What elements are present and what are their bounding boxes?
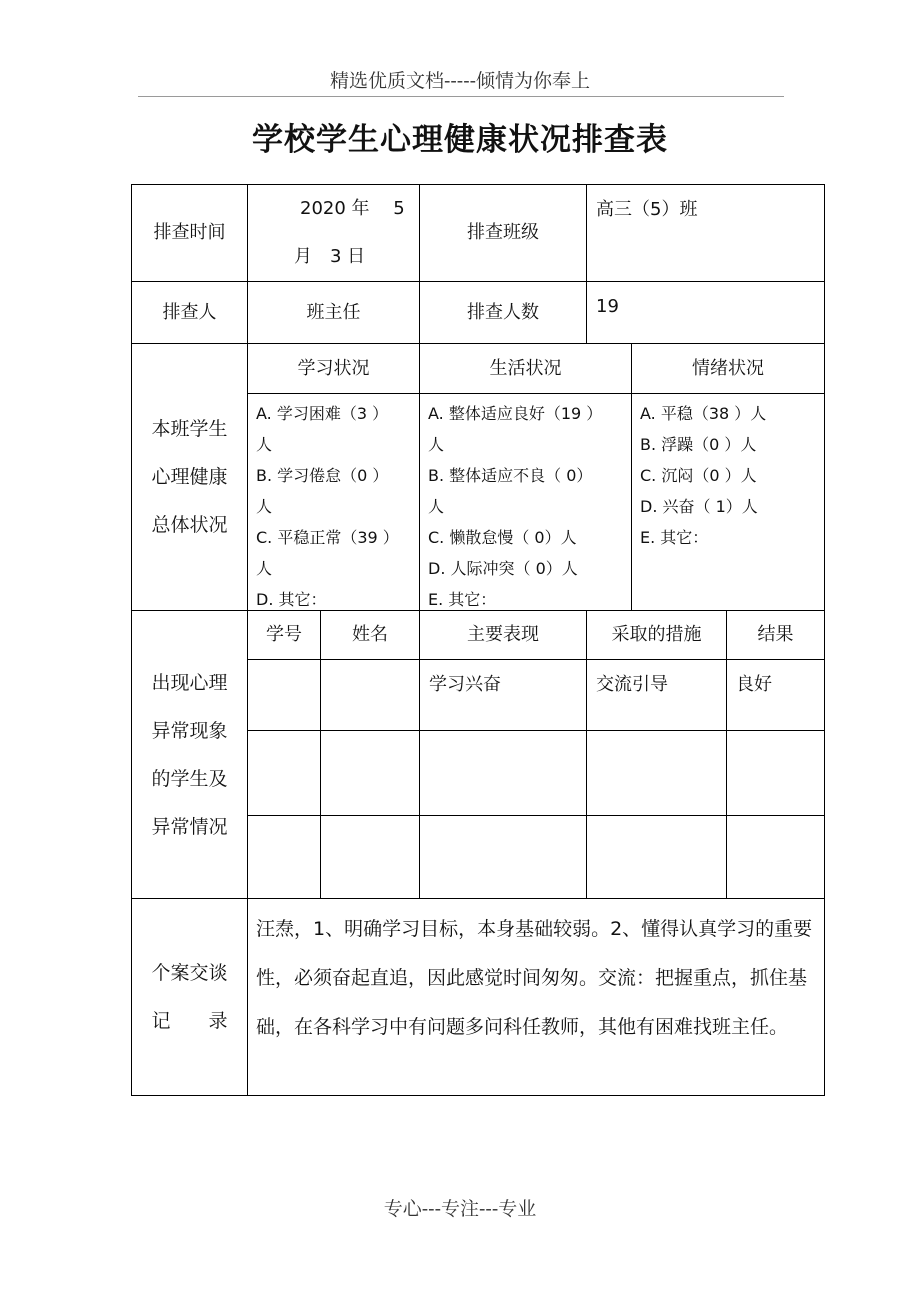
abnormal-row-3-id — [247, 815, 321, 899]
checker-value-cell — [247, 281, 420, 344]
abnormal-label-line-3: 的学生及 — [151, 767, 228, 790]
life-item-a: A. 整体适应良好（19 ） — [428, 404, 603, 423]
count-label-cell — [419, 281, 587, 344]
abnormal-label-line-1: 出现心理 — [151, 671, 228, 694]
abnormal-header-symptom: 主要表现 — [467, 624, 539, 645]
class-label: 排查班级 — [467, 222, 539, 243]
check-time-line2: 月 3 日 — [294, 246, 366, 267]
checker-value: 班主任 — [306, 301, 361, 323]
emotion-status-list — [632, 398, 824, 553]
emotion-status-items-cell — [631, 393, 825, 611]
study-item-c-unit: 人 — [256, 559, 273, 578]
life-item-c: C. 懒散怠慢（ 0）人 — [428, 528, 577, 547]
document-title: 学校学生心理健康状况排查表 — [252, 122, 668, 158]
case-label-line-1: 个案交谈 — [151, 962, 228, 984]
abnormal-header-result-cell — [726, 610, 825, 660]
abnormal-row-2-measure — [586, 730, 727, 816]
abnormal-row-3-result — [726, 815, 825, 899]
count-value-cell — [586, 281, 825, 344]
emotion-item-e: E. 其它： — [640, 528, 709, 547]
abnormal-row-2-name — [320, 730, 420, 816]
life-status-header: 生活状况 — [489, 357, 562, 379]
life-status-header-cell — [419, 343, 632, 394]
check-time-line1: 2020 年 5 — [300, 198, 405, 219]
abnormal-header-measure-cell — [586, 610, 727, 660]
case-label-cell — [131, 898, 248, 1096]
checker-label-cell — [131, 281, 248, 344]
header-rule — [138, 96, 784, 97]
page-footer: 专心---专注---专业 — [383, 1198, 537, 1220]
life-item-e: E. 其它： — [428, 590, 497, 609]
emotion-item-c: C. 沉闷（0 ）人 — [640, 466, 757, 485]
case-record-text: 汪焘，1、明确学习目标，本身基础较弱。2、懂得认真学习的重要性，必须奋起直追，因此感觉时间匆匆。交流：把握重点，抓住基础，在各科学习中有问题多问科任教师，其他有困难找班主任。 — [256, 918, 813, 1038]
abnormal-header-id-cell — [247, 610, 321, 660]
abnormal-label-line-4: 异常情况 — [151, 815, 228, 838]
abnormal-header-name-cell — [320, 610, 420, 660]
check-time-value-cell — [247, 184, 420, 282]
study-item-a: A. 学习困难（3 ） — [256, 404, 389, 423]
overall-label-cell — [131, 343, 248, 611]
life-status-list — [420, 398, 631, 615]
abnormal-row-3-measure — [586, 815, 727, 899]
class-label-cell — [419, 184, 587, 282]
overall-label-line-3: 总体状况 — [151, 514, 228, 536]
emotion-item-a: A. 平稳（38 ）人 — [640, 404, 767, 423]
abnormal-row-1-measure: 交流引导 — [586, 659, 727, 731]
emotion-item-b: B. 浮躁（0 ）人 — [640, 435, 757, 454]
abnormal-header-result: 结果 — [757, 624, 794, 645]
study-item-c: C. 平稳正常（39 ） — [256, 528, 399, 547]
abnormal-row-3-symptom — [419, 815, 587, 899]
study-item-b-unit: 人 — [256, 497, 273, 516]
abnormal-row-1-result: 良好 — [726, 659, 825, 731]
abnormal-row-3-name — [320, 815, 420, 899]
abnormal-row-2-id — [247, 730, 321, 816]
abnormal-label-cell — [131, 610, 248, 899]
class-value-cell — [586, 184, 825, 282]
abnormal-row-2-result — [726, 730, 825, 816]
abnormal-header-measure: 采取的措施 — [611, 624, 702, 645]
life-status-items-cell — [419, 393, 632, 611]
life-item-a-unit: 人 — [428, 435, 445, 454]
abnormal-row-1-name — [320, 659, 420, 731]
study-item-a-unit: 人 — [256, 435, 273, 454]
study-status-header-cell — [247, 343, 420, 394]
count-label: 排查人数 — [467, 301, 539, 323]
life-item-d: D. 人际冲突（ 0）人 — [428, 559, 578, 578]
class-value: 高三（5）班 — [596, 199, 698, 220]
abnormal-header-symptom-cell — [419, 610, 587, 660]
life-item-b: B. 整体适应不良（ 0） — [428, 466, 593, 485]
overall-label-line-1: 本班学生 — [151, 418, 228, 440]
study-status-list — [248, 398, 419, 615]
checker-label: 排查人 — [162, 301, 217, 323]
check-time-label-cell — [131, 184, 248, 282]
abnormal-row-2-symptom — [419, 730, 587, 816]
study-status-items-cell — [247, 393, 420, 611]
study-item-b: B. 学习倦怠（0 ） — [256, 466, 389, 485]
page-header: 精选优质文档-----倾情为你奉上 — [329, 70, 591, 92]
case-label-line-2: 记 录 — [151, 1010, 228, 1032]
study-item-d: D. 其它： — [256, 590, 327, 609]
life-item-b-unit: 人 — [428, 497, 445, 516]
abnormal-label-line-2: 异常现象 — [151, 719, 228, 742]
abnormal-header-name: 姓名 — [352, 624, 388, 645]
case-record-cell — [247, 898, 825, 1096]
abnormal-row-1-symptom: 学习兴奋 — [419, 659, 587, 731]
abnormal-header-id: 学号 — [266, 624, 302, 645]
emotion-status-header: 情绪状况 — [692, 357, 764, 379]
check-time-label: 排查时间 — [153, 222, 226, 243]
emotion-item-d: D. 兴奋（ 1）人 — [640, 497, 758, 516]
overall-label-line-2: 心理健康 — [151, 466, 228, 488]
abnormal-row-1-id — [247, 659, 321, 731]
count-value: 19 — [596, 296, 619, 317]
emotion-status-header-cell — [631, 343, 825, 394]
study-status-header: 学习状况 — [297, 357, 370, 379]
